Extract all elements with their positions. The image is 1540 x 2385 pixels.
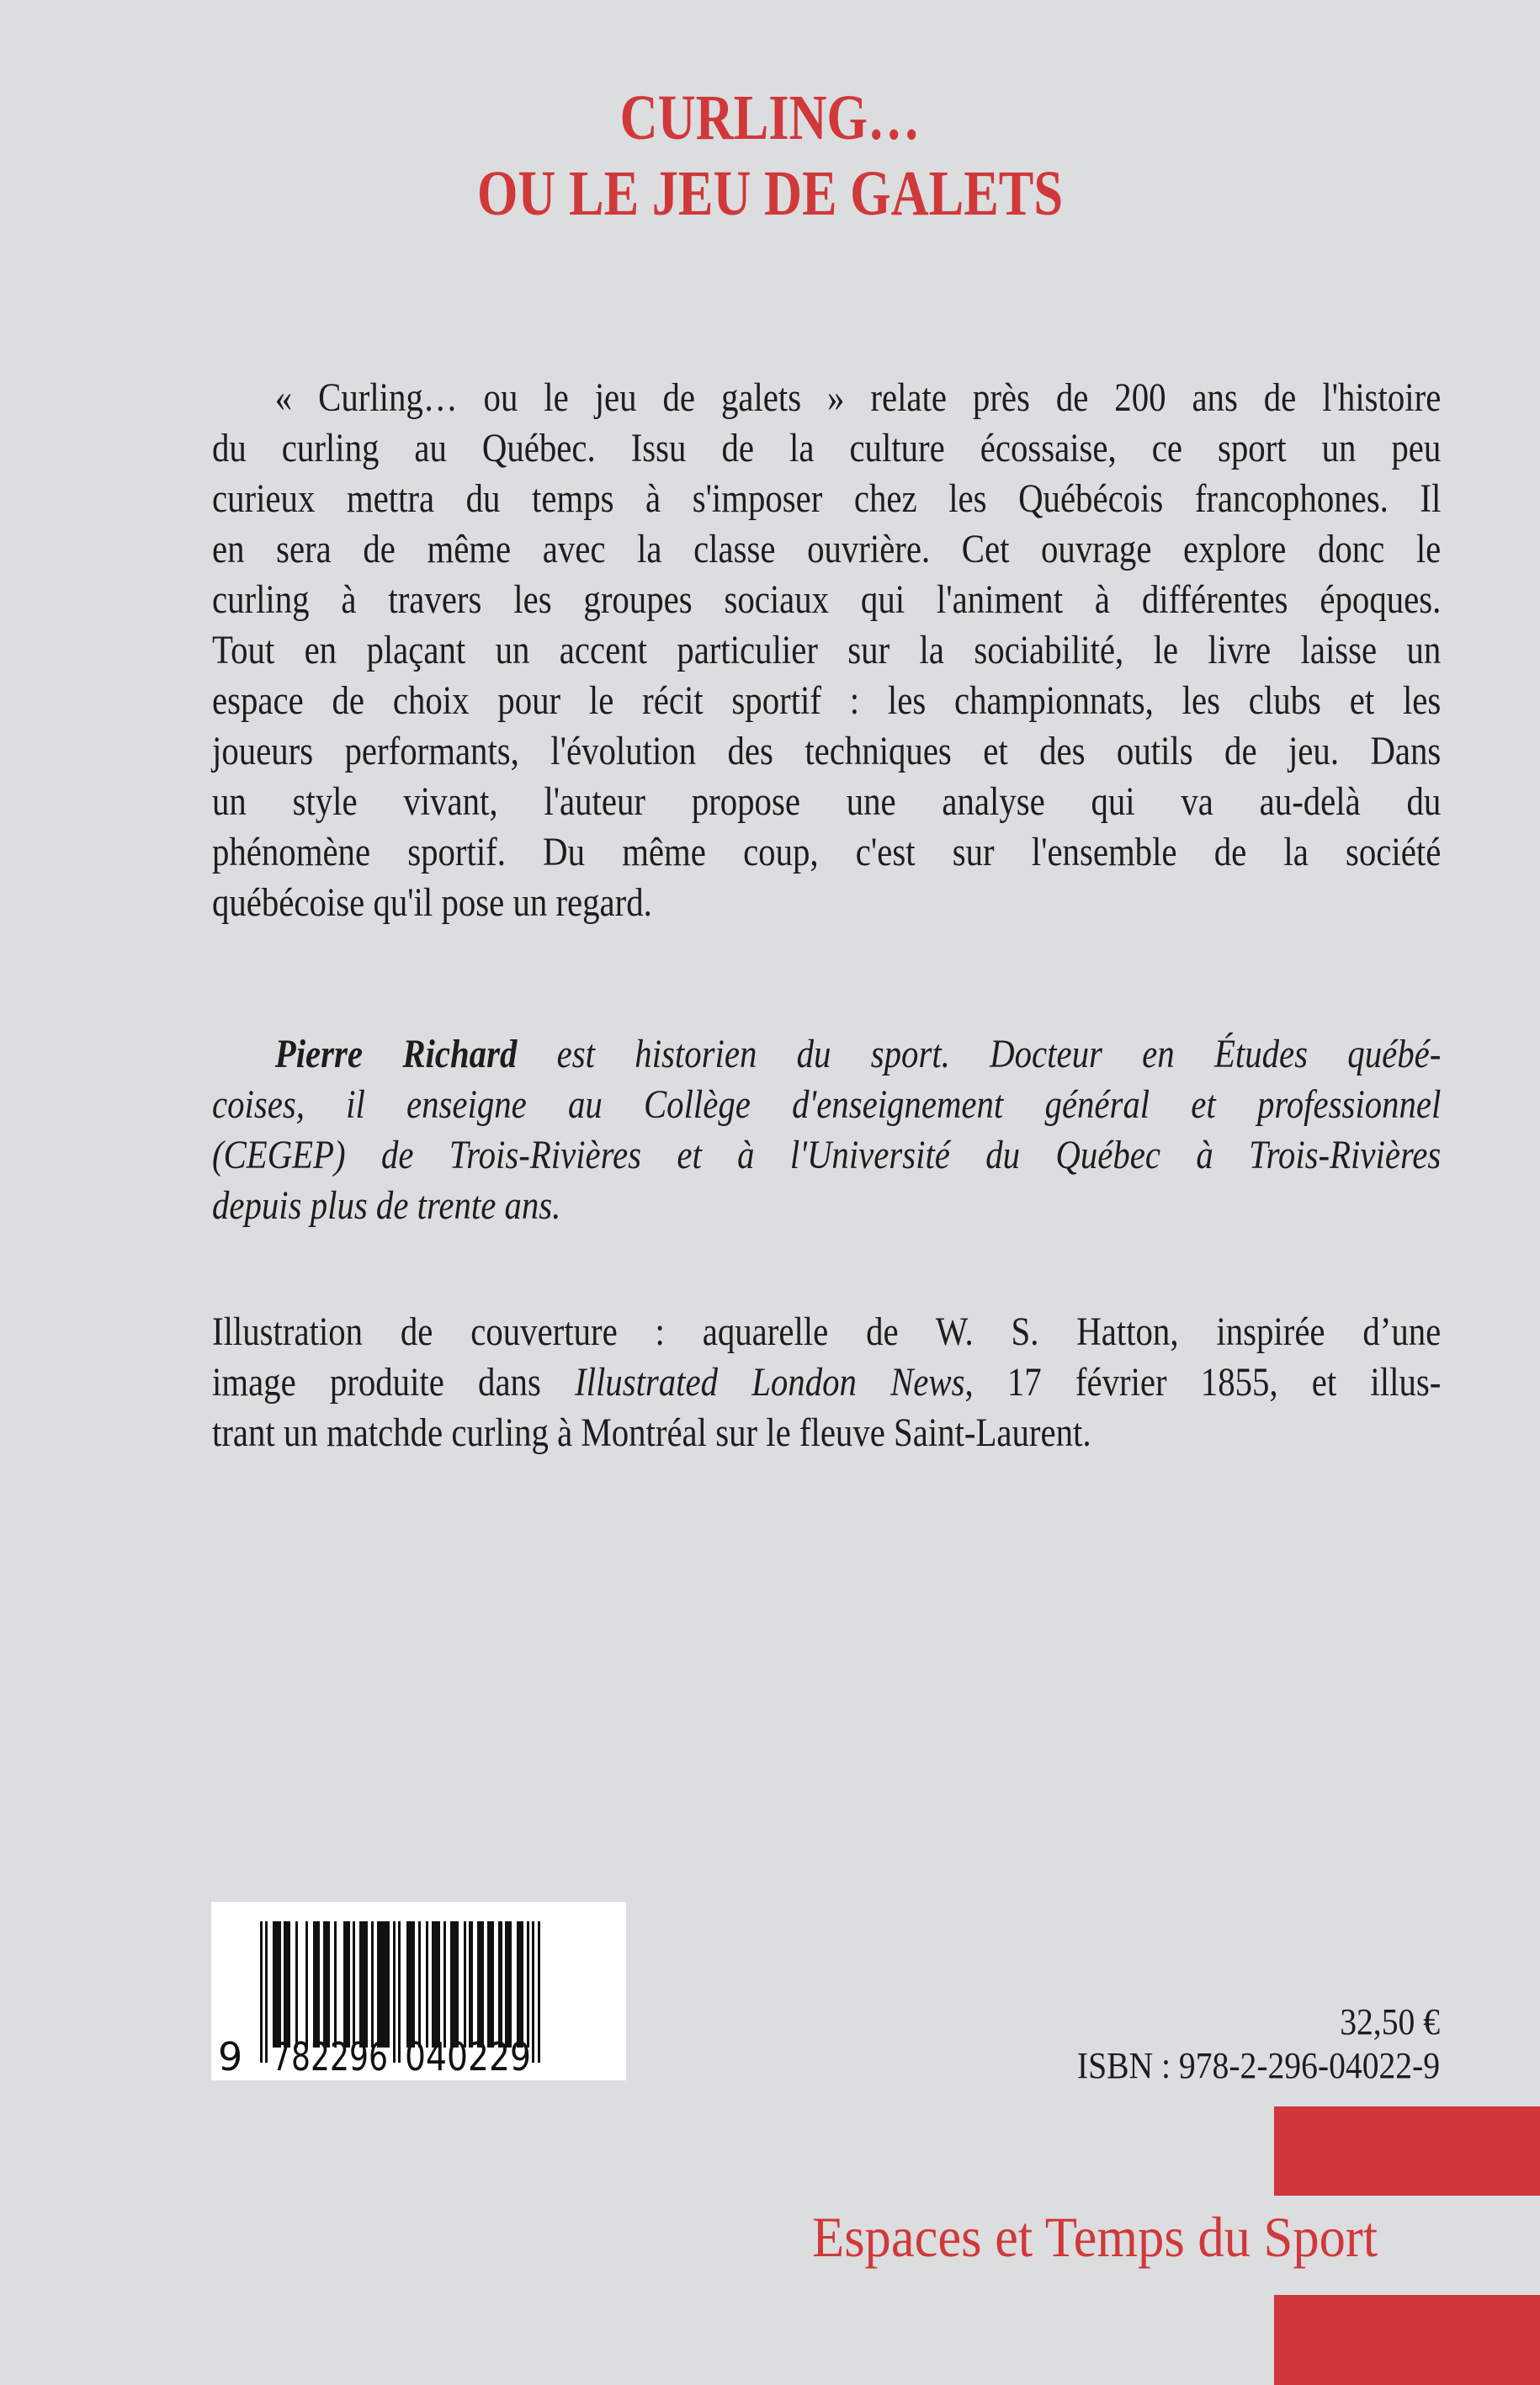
- book-title-line-1: CURLING…: [619, 82, 921, 153]
- author-bio: [212, 1029, 1441, 1231]
- illustration-credit: [212, 1307, 1441, 1458]
- book-title: [0, 80, 1540, 231]
- summary-line: phénomène sportif. Du même coup, c'est sur l'ensemble de la société: [212, 830, 1442, 874]
- price: 32,50 €: [1340, 2001, 1440, 2042]
- summary-line: joueurs performants, l'évolution des techniques et des outils de jeu. Dans: [212, 729, 1442, 773]
- credit-text: image produite dans: [212, 1360, 576, 1405]
- summary-line: du curling au Québec. Issu de la culture écossaise, ce sport un peu: [212, 426, 1442, 470]
- publication-title: Illustrated London News: [575, 1360, 965, 1405]
- author-name: Pierre Richard: [274, 1032, 518, 1076]
- series-bar-top: [1274, 2106, 1540, 2196]
- summary-line: un style vivant, l'auteur propose une analyse qui va au-delà du: [212, 779, 1442, 824]
- summary-line: curieux mettra du temps à s'imposer chez les Québécois francophones. Il: [212, 476, 1442, 521]
- credit-line: trant un matchde curling à Montréal sur le fleuve Saint-Laurent.: [212, 1410, 1091, 1455]
- author-bio-line: [212, 1029, 1441, 1080]
- author-bio-text: est historien du sport. Docteur en Études québé-: [517, 1032, 1442, 1076]
- credit-line: Illustration de couverture : aquarelle de W. S. Hatton, inspirée d’une: [212, 1309, 1442, 1354]
- book-title-line-2: OU LE JEU DE GALETS: [476, 158, 1064, 229]
- summary-line: « Curling… ou le jeu de galets » relate près de 200 ans de l'histoire: [274, 375, 1442, 420]
- author-bio-line: (CEGEP) de Trois-Rivières et à l'Université du Québec à Trois-Rivières: [212, 1133, 1442, 1177]
- isbn-number: ISBN : 978-2-296-04022-9: [1076, 2045, 1440, 2086]
- svg-text:782296: 782296: [272, 2034, 388, 2080]
- author-bio-line: coises, il enseigne au Collège d'enseignement général et professionnel: [212, 1082, 1442, 1127]
- barcode-icon: [211, 1902, 626, 2080]
- barcode-digit-lead: 9: [218, 2034, 243, 2080]
- credit-text: , 17 février 1855, et illus-: [964, 1360, 1442, 1405]
- series-name: Espaces et Temps du Sport: [812, 2205, 1378, 2269]
- credit-line: [212, 1357, 1441, 1408]
- summary-line: curling à travers les groupes sociaux qui l'animent à différentes époques.: [212, 577, 1442, 622]
- series-bar-bottom: [1274, 2295, 1540, 2385]
- summary-line: espace de choix pour le récit sportif : les championnats, les clubs et les: [212, 678, 1442, 723]
- isbn-barcode: [211, 1902, 626, 2080]
- summary-line: québécoise qu'il pose un regard.: [212, 880, 652, 925]
- summary-line: Tout en plaçant un accent particulier sur la sociabilité, le livre laisse un: [212, 628, 1442, 672]
- svg-text:040229: 040229: [405, 2034, 531, 2080]
- author-bio-line: depuis plus de trente ans.: [212, 1183, 561, 1228]
- summary-paragraph: [212, 373, 1441, 928]
- summary-line: en sera de même avec la classe ouvrière. Cet ouvrage explore donc le: [212, 527, 1442, 571]
